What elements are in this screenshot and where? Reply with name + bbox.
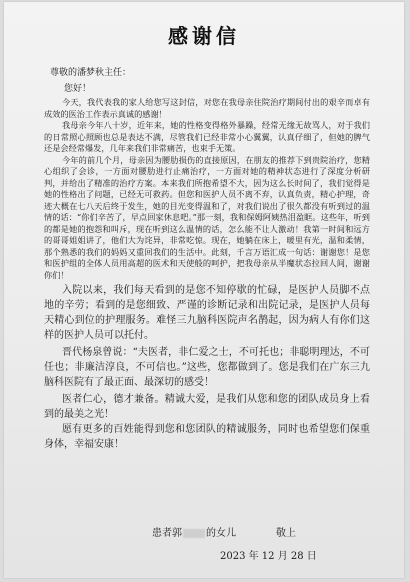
letter-title: 感谢信 xyxy=(168,24,240,48)
paragraph-hospital-stay: 入院以来，我们每天看到的是您不知停歇的忙碌，是医护人员脚不点地的辛劳；看到的是您细致、严谨的诊断记录和出院记录，是医护人员每天精心到位的护理服务。难怪三九脑科医院声名鹊起，因为病人有你们这样的医护人员可以托付。 xyxy=(44,285,370,341)
redacted-name xyxy=(183,529,205,538)
paragraph-treatment: 今年的前几个月，母亲因为腰肋损伤的直接原因，在朋友的推荐下到贵院治疗，您精心组织了会诊，一方面对腰肋进行止痛治疗，一方面对她的精神状态进行了深度分析研判，并给出了精准的治疗方案。本来我们所抱希望不大，因为这么长时间了，我们觉得是她的性格出了问题，已经无可救药。但您和医护人员不离不弃，认真负责，精心护理，奇迹大概在七八天后终于发生，她的目光变得温和了，对我们说出了很久都没有听到过的温情的话：“你们辛苦了，早点回家休息吧。”那一刻，我和保姆阿姨热泪盈眶。这些年，听到的都是她的抱怨和叫斥，现在听到这么温情的话，怎么能不让人激动！我第一时间和远方的哥哥姐姐讲了，他们大为诧异，非常吃惊。现在，她躺在床上，暖里有光，温和柔情，那个熟悉的我们的妈妈又重回我们的生活中。此刻，千言万语汇成一句话：谢谢您！是您和医护组的全体人员用高超的医术和天使般的呵护，把我母亲从半魔状态拉回人间，谢谢你们！ xyxy=(44,154,370,280)
letter-paper xyxy=(4,2,404,578)
signature-prefix: 患者郭 xyxy=(152,528,182,539)
paragraph-quote: 晋代杨泉曾说：“夫医者，非仁爱之士，不可托也；非聪明理达，不可任也；非廉洁淳良，不可信也。”这些，您都做到了。您是我们在广东三九脑科医院有了最正面、最深切的感受！ xyxy=(44,347,370,388)
paragraph-intro: 今天，我代表我的家人给您写这封信，对您在我母亲住院治疗期间付出的艰辛而卓有成效的医治工作表示真诚的感谢！ xyxy=(44,97,370,119)
closing-word: 敬上 xyxy=(276,528,296,539)
paragraph-praise: 医者仁心，德才兼备。精诚大爱，是我们从您和您的团队成员身上看到的最美之光！ xyxy=(44,394,370,420)
letter-date: 2023 年 12 月 28 日 xyxy=(220,551,317,562)
salutation: 尊敬的潘梦秋主任： xyxy=(50,68,132,78)
signature-line xyxy=(152,524,296,539)
signature-suffix: 的女儿 xyxy=(206,528,236,539)
paragraph-wishes: 愿有更多的百姓能得到您和您团队的精诚服务，同时也希望您们保重身体，幸福安康！ xyxy=(44,424,370,450)
paragraph-background: 我母亲今年八十岁，近年来，她的性格变得格外暴躁，经常无缘无故骂人，对于我们的日常照心照顾也总是表达不满，尽管我们已经非常小心翼翼，认真仔细了，但她的脾气还是会经常爆发，几年来我们非常痛苦，也束手无策。 xyxy=(44,120,370,153)
letter-body xyxy=(44,97,370,452)
greeting: 您好！ xyxy=(64,84,92,94)
